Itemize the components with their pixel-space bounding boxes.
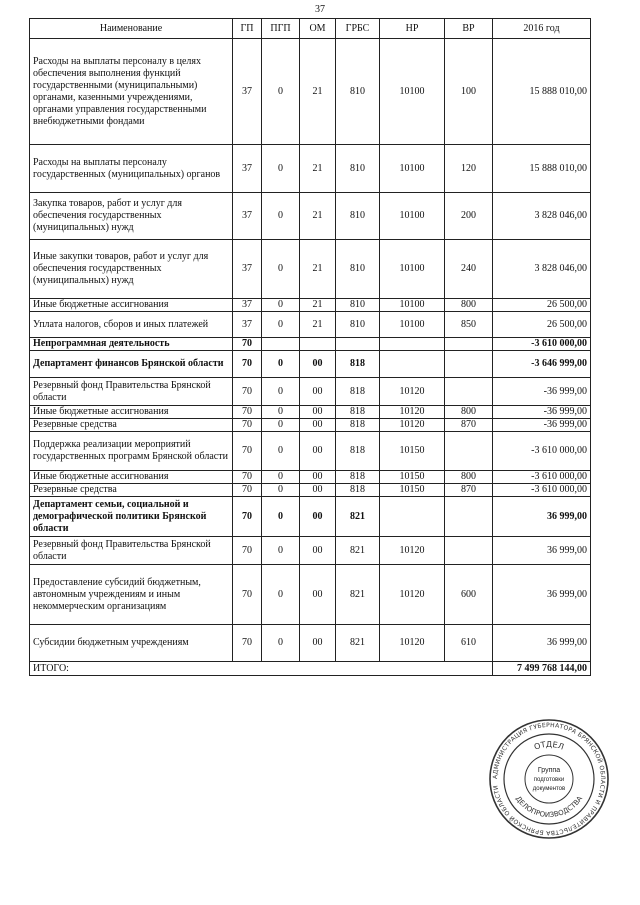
cell-amount: -3 646 999,00 xyxy=(493,351,591,378)
table-row xyxy=(30,625,591,662)
cell-pgp: 0 xyxy=(262,406,300,419)
cell-gp: 70 xyxy=(233,338,262,351)
cell-name: Иные закупки товаров, работ и услуг для обеспечения государственных (муниципальных) нужд xyxy=(30,240,233,299)
cell-om: 00 xyxy=(300,537,336,565)
table-row xyxy=(30,299,591,312)
column-header: ПГП xyxy=(262,19,300,39)
cell-amount: 26 500,00 xyxy=(493,299,591,312)
cell-grbs: 818 xyxy=(336,406,380,419)
cell-name: Резервный фонд Правительства Брянской области xyxy=(30,537,233,565)
column-header: ГП xyxy=(233,19,262,39)
cell-grbs: 818 xyxy=(336,471,380,484)
cell-name: Субсидии бюджетным учреждениям xyxy=(30,625,233,662)
cell-vr: 800 xyxy=(445,406,493,419)
office-stamp xyxy=(488,718,610,840)
cell-om xyxy=(300,338,336,351)
cell-vr: 870 xyxy=(445,419,493,432)
cell-nr: 10150 xyxy=(380,432,445,471)
cell-grbs: 818 xyxy=(336,351,380,378)
table-header-row xyxy=(30,19,591,39)
cell-name: Иные бюджетные ассигнования xyxy=(30,406,233,419)
cell-amount: 26 500,00 xyxy=(493,312,591,338)
cell-nr: 10100 xyxy=(380,39,445,145)
table-row xyxy=(30,565,591,625)
cell-amount: 36 999,00 xyxy=(493,565,591,625)
table-row xyxy=(30,145,591,193)
table-row xyxy=(30,484,591,497)
cell-gp: 37 xyxy=(233,240,262,299)
cell-gp: 37 xyxy=(233,145,262,193)
cell-grbs: 821 xyxy=(336,497,380,537)
cell-vr: 870 xyxy=(445,484,493,497)
cell-vr xyxy=(445,378,493,406)
stamp-center-line: Группа xyxy=(537,767,561,774)
table-row xyxy=(30,537,591,565)
table-row xyxy=(30,351,591,378)
cell-amount: -3 610 000,00 xyxy=(493,432,591,471)
cell-amount: 15 888 010,00 xyxy=(493,145,591,193)
cell-grbs: 818 xyxy=(336,419,380,432)
cell-vr: 800 xyxy=(445,299,493,312)
stamp-center-line: подготовки xyxy=(533,777,565,783)
cell-gp: 70 xyxy=(233,419,262,432)
cell-om: 00 xyxy=(300,406,336,419)
column-header: 2016 год xyxy=(493,19,591,39)
cell-grbs: 821 xyxy=(336,537,380,565)
cell-name: Иные бюджетные ассигнования xyxy=(30,299,233,312)
cell-om: 21 xyxy=(300,193,336,240)
cell-amount: 15 888 010,00 xyxy=(493,39,591,145)
cell-gp: 70 xyxy=(233,497,262,537)
cell-gp: 70 xyxy=(233,537,262,565)
cell-vr: 200 xyxy=(445,193,493,240)
cell-vr xyxy=(445,338,493,351)
cell-name: Непрограммная деятельность xyxy=(30,338,233,351)
cell-amount: 36 999,00 xyxy=(493,625,591,662)
cell-name: Закупка товаров, работ и услуг для обеспечения государственных (муниципальных) нужд xyxy=(30,193,233,240)
cell-pgp: 0 xyxy=(262,432,300,471)
cell-pgp xyxy=(262,338,300,351)
column-header: Наименование xyxy=(30,19,233,39)
cell-grbs: 818 xyxy=(336,484,380,497)
cell-vr xyxy=(445,432,493,471)
cell-vr: 120 xyxy=(445,145,493,193)
cell-vr: 610 xyxy=(445,625,493,662)
cell-grbs: 821 xyxy=(336,625,380,662)
cell-grbs xyxy=(336,338,380,351)
cell-nr: 10100 xyxy=(380,312,445,338)
cell-om: 00 xyxy=(300,565,336,625)
cell-gp: 70 xyxy=(233,432,262,471)
cell-nr xyxy=(380,351,445,378)
cell-gp: 70 xyxy=(233,406,262,419)
cell-pgp: 0 xyxy=(262,484,300,497)
cell-gp: 70 xyxy=(233,351,262,378)
table-row xyxy=(30,240,591,299)
table-body xyxy=(30,39,591,662)
budget-table xyxy=(29,18,591,676)
cell-grbs: 818 xyxy=(336,378,380,406)
cell-amount: -36 999,00 xyxy=(493,406,591,419)
cell-gp: 37 xyxy=(233,312,262,338)
cell-pgp: 0 xyxy=(262,565,300,625)
cell-om: 00 xyxy=(300,378,336,406)
table-row xyxy=(30,471,591,484)
table-row xyxy=(30,497,591,537)
total-amount: 7 499 768 144,00 xyxy=(493,662,591,676)
table-row xyxy=(30,419,591,432)
cell-vr xyxy=(445,497,493,537)
cell-nr: 10150 xyxy=(380,471,445,484)
cell-nr: 10120 xyxy=(380,406,445,419)
cell-name: Расходы на выплаты персоналу государственных (муниципальных) органов xyxy=(30,145,233,193)
cell-pgp: 0 xyxy=(262,419,300,432)
cell-name: Иные бюджетные ассигнования xyxy=(30,471,233,484)
cell-pgp: 0 xyxy=(262,625,300,662)
table-row xyxy=(30,39,591,145)
cell-pgp: 0 xyxy=(262,471,300,484)
cell-grbs: 810 xyxy=(336,312,380,338)
cell-amount: -3 610 000,00 xyxy=(493,338,591,351)
cell-grbs: 818 xyxy=(336,432,380,471)
cell-vr: 800 xyxy=(445,471,493,484)
cell-nr: 10100 xyxy=(380,145,445,193)
cell-vr xyxy=(445,351,493,378)
cell-name: Уплата налогов, сборов и иных платежей xyxy=(30,312,233,338)
cell-pgp: 0 xyxy=(262,378,300,406)
cell-grbs: 810 xyxy=(336,145,380,193)
cell-gp: 70 xyxy=(233,484,262,497)
cell-vr: 100 xyxy=(445,39,493,145)
table-row xyxy=(30,406,591,419)
cell-grbs: 810 xyxy=(336,193,380,240)
cell-om: 21 xyxy=(300,39,336,145)
table-row xyxy=(30,193,591,240)
cell-amount: -3 610 000,00 xyxy=(493,484,591,497)
table-row xyxy=(30,312,591,338)
cell-om: 21 xyxy=(300,312,336,338)
cell-name: Предоставление субсидий бюджетным, автономным учреждениям и иным некоммерческим организациям xyxy=(30,565,233,625)
cell-name: Расходы на выплаты персоналу в целях обеспечения выполнения функций государственными (муниципальными) органами, казенными учреждениями, органами управления государственными внебюджетными фондами xyxy=(30,39,233,145)
cell-amount: 3 828 046,00 xyxy=(493,240,591,299)
cell-om: 00 xyxy=(300,351,336,378)
cell-grbs: 810 xyxy=(336,39,380,145)
cell-amount: 36 999,00 xyxy=(493,497,591,537)
cell-pgp: 0 xyxy=(262,497,300,537)
table-row xyxy=(30,432,591,471)
stamp-ring-text: АДМИНИСТРАЦИЯ ГУБЕРНАТОРА БРЯНСКОЙ ОБЛАСТИ И ПРАВИТЕЛЬСТВА БРЯНСКОЙ ОБЛАСТИ xyxy=(491,721,607,837)
cell-nr: 10100 xyxy=(380,240,445,299)
cell-name: Резервные средства xyxy=(30,419,233,432)
cell-amount: 3 828 046,00 xyxy=(493,193,591,240)
table-row xyxy=(30,378,591,406)
cell-pgp: 0 xyxy=(262,145,300,193)
stamp-inner-top: ОТДЕЛ xyxy=(532,739,566,752)
cell-nr: 10150 xyxy=(380,484,445,497)
cell-nr: 10100 xyxy=(380,193,445,240)
cell-pgp: 0 xyxy=(262,39,300,145)
cell-gp: 70 xyxy=(233,471,262,484)
cell-pgp: 0 xyxy=(262,312,300,338)
cell-pgp: 0 xyxy=(262,193,300,240)
cell-vr: 240 xyxy=(445,240,493,299)
cell-pgp: 0 xyxy=(262,351,300,378)
cell-grbs: 810 xyxy=(336,299,380,312)
cell-om: 21 xyxy=(300,145,336,193)
cell-name: Департамент финансов Брянской области xyxy=(30,351,233,378)
cell-gp: 37 xyxy=(233,299,262,312)
cell-om: 00 xyxy=(300,497,336,537)
cell-nr: 10100 xyxy=(380,299,445,312)
cell-name: Департамент семьи, социальной и демографической политики Брянской области xyxy=(30,497,233,537)
cell-name: Резервный фонд Правительства Брянской области xyxy=(30,378,233,406)
page-number: 37 xyxy=(315,4,325,15)
cell-nr xyxy=(380,497,445,537)
stamp-center-line: документов xyxy=(532,786,566,792)
cell-pgp: 0 xyxy=(262,240,300,299)
cell-om: 21 xyxy=(300,299,336,312)
cell-om: 00 xyxy=(300,471,336,484)
cell-grbs: 821 xyxy=(336,565,380,625)
cell-vr: 850 xyxy=(445,312,493,338)
cell-om: 00 xyxy=(300,419,336,432)
cell-om: 00 xyxy=(300,484,336,497)
cell-nr xyxy=(380,338,445,351)
cell-gp: 70 xyxy=(233,625,262,662)
cell-gp: 37 xyxy=(233,39,262,145)
cell-nr: 10120 xyxy=(380,625,445,662)
cell-om: 21 xyxy=(300,240,336,299)
column-header: ВР xyxy=(445,19,493,39)
cell-grbs: 810 xyxy=(336,240,380,299)
cell-gp: 70 xyxy=(233,378,262,406)
column-header: ОМ xyxy=(300,19,336,39)
cell-nr: 10120 xyxy=(380,378,445,406)
cell-name: Резервные средства xyxy=(30,484,233,497)
total-label: ИТОГО: xyxy=(30,662,493,676)
column-header: НР xyxy=(380,19,445,39)
cell-om: 00 xyxy=(300,625,336,662)
cell-amount: -3 610 000,00 xyxy=(493,471,591,484)
cell-om: 00 xyxy=(300,432,336,471)
cell-amount: -36 999,00 xyxy=(493,378,591,406)
table-row xyxy=(30,338,591,351)
cell-amount: 36 999,00 xyxy=(493,537,591,565)
cell-gp: 70 xyxy=(233,565,262,625)
cell-nr: 10120 xyxy=(380,537,445,565)
total-row xyxy=(30,662,591,676)
column-header: ГРБС xyxy=(336,19,380,39)
cell-nr: 10120 xyxy=(380,419,445,432)
cell-nr: 10120 xyxy=(380,565,445,625)
cell-vr xyxy=(445,537,493,565)
cell-pgp: 0 xyxy=(262,537,300,565)
cell-vr: 600 xyxy=(445,565,493,625)
stamp-inner-bottom: ДЕЛОПРОИЗВОДСТВА xyxy=(513,794,585,820)
cell-pgp: 0 xyxy=(262,299,300,312)
cell-name: Поддержка реализации мероприятий государственных программ Брянской области xyxy=(30,432,233,471)
cell-gp: 37 xyxy=(233,193,262,240)
cell-amount: -36 999,00 xyxy=(493,419,591,432)
